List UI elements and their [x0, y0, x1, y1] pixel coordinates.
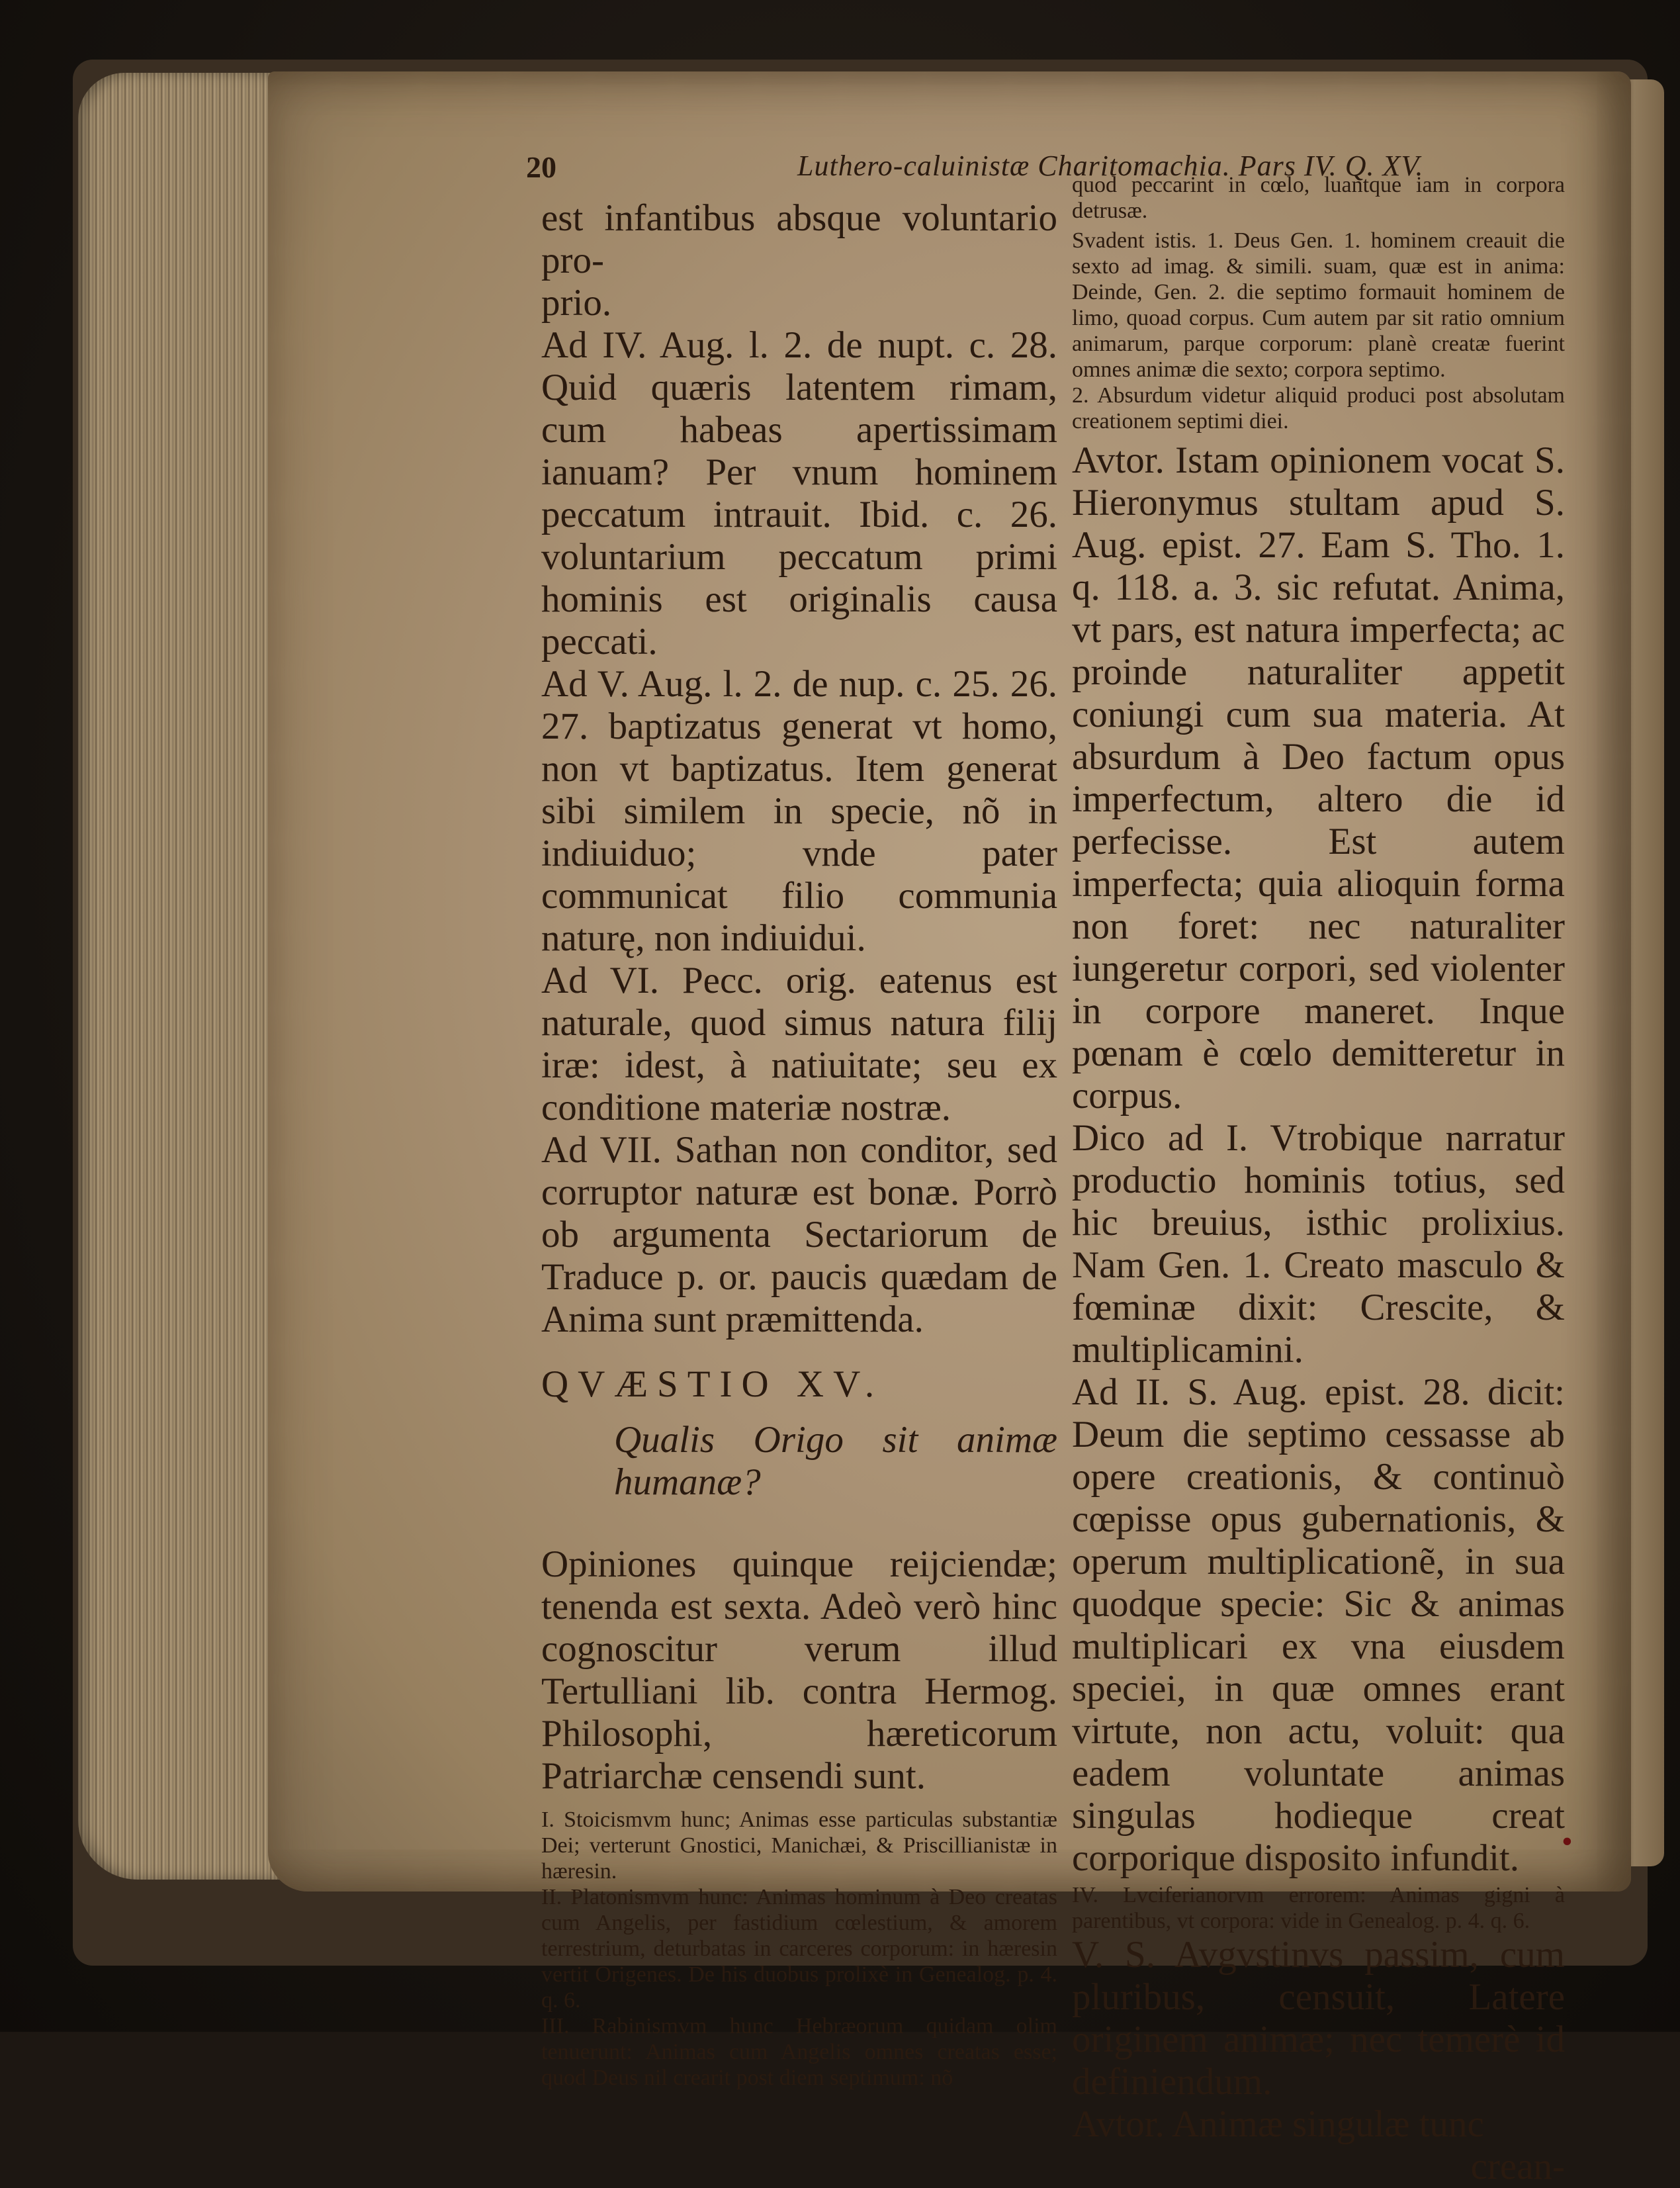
right-main-text: [1072, 439, 1565, 1880]
note-continuation: quod peccarint in cœlo, luantque iam in corpora detrusæ.: [1072, 173, 1565, 223]
right-column: [1072, 172, 1565, 2188]
note-svadent-2: 2. Absurdum videtur aliquid produci post absolutam creationem septimi diei.: [1072, 383, 1565, 433]
note-rabinism: III. Rabinismvm hunc Hebræorum quidam olim tenuerunt: Animas cum Angelis omnes creatas esse; quod Deus nil crearit post diem septimum: nõ: [541, 2014, 1057, 2090]
paragraph-dico: Dico ad I. Vtrobique narratur productio hominis totius, sed hic breuius, isthic prolixius. Nam Gen. 1. Creato masculo & fœminæ dixit: Crescite, & multiplicamini.: [1072, 1117, 1565, 1371]
paragraph-ad-ii: Ad II. S. Aug. epist. 28. dicit: Deum die septimo cessasse ab opere creationis, & continuò cœpisse opus gubernationis, & operum multiplicationẽ, in sua quodque specie: Sic & animas multiplicari ex vna eiusdem speciei, in quæ omnes erant virtute, non actu, voluit: qua eadem voluntate animas singulas hodieque creat corporique disposito infundit.: [1072, 1371, 1565, 1879]
note-stoicism: I. Stoicismvm hunc; Animas esse particulas substantiæ Dei; verterunt Gnostici, Manichæi, & Priscillianistæ in hæresin.: [541, 1807, 1057, 1884]
note-luciferian: IV. Lvciferianorvm errorem: Animas gigni à parentibus, vt corpora: vide in Genealog. p. 4. q. 6.: [1072, 1883, 1565, 1933]
page-number: 20: [526, 150, 556, 184]
text-line: est infantibus absque voluntario pro-: [541, 197, 1057, 281]
catchword: crean-: [1470, 2146, 1565, 2187]
ink-blot: •: [1562, 1824, 1573, 1859]
paragraph-avtor: Avtor. Istam opinionem vocat S. Hieronymus stultam apud S. Aug. epist. 27. Eam S. Tho. 1. q. 118. a. 3. sic refutat. Anima, vt pars, est natura imperfecta; ac proinde naturaliter appetit coniungi cum sua materia. At absurdum à Deo factum opus imperfectum, altero die id perfecisse. Est autem imperfecta; quia alioquin forma non foret: nec naturaliter iungeretur corpori, sed violenter in corpore maneret. Inque pœnam è cœlo demitteretur in corpus.: [1072, 439, 1565, 1117]
question-subheading: Qualis Origo sit animæ humanæ?: [614, 1419, 1057, 1503]
paragraph-augustinus: V. S. Avgvstinvs passim, cum pluribus, censuit, Latere originem animæ; nec temerè id definiendum.: [1072, 1934, 1565, 2103]
running-head-text: Luthero-caluinistæ Charitomachia. Pars IV. Q. XV.: [797, 150, 1424, 182]
paragraph-opiniones: Opiniones quinque reijciendæ; tenenda est sexta. Adeò verò hinc cognoscitur verum illud Tertulliani lib. contra Hermog. Philosophi, hæreticorum Patriarchæ censendi sunt.: [541, 1543, 1057, 1797]
paragraph-ad-vi: Ad VI. Pecc. orig. eatenus est naturale, quod simus natura filij iræ: idest, à natiuitate; seu ex conditione materiæ nostræ.: [541, 960, 1057, 1128]
right-notes-block: [1072, 172, 1565, 434]
text-line: prio.: [541, 282, 612, 324]
right-main-text-2: [1072, 1934, 1565, 2188]
left-column: [541, 197, 1057, 2091]
paragraph-ad-vii: Ad VII. Sathan non conditor, sed corruptor naturæ est bonæ. Porrò ob argumenta Sectariorum de Traduce p. or. paucis quædam de Anima sunt præmittenda.: [541, 1129, 1057, 1340]
paragraph-avtor-2: Avtor. Animæ singulæ tunc: [1072, 2103, 1484, 2145]
question-heading: QVÆSTIO XV.: [541, 1363, 884, 1405]
paragraph-ad-v: Ad V. Aug. l. 2. de nup. c. 25. 26. 27. baptizatus generat vt homo, non vt baptizatus. Item generat sibi similem in specie, nõ in indiuiduo; vnde pater communicat filio communia naturę, non indiuidui.: [541, 663, 1057, 959]
paragraph-ad-iv: Ad IV. Aug. l. 2. de nupt. c. 28. Quid quæris latentem rimam, cum habeas apertissimam ianuam? Per vnum hominem peccatum intrauit. Ibid. c. 26. voluntarium peccatum primi hominis est originalis causa peccati.: [541, 324, 1057, 662]
note-svadent: Svadent istis. 1. Deus Gen. 1. hominem creauit die sexto ad imag. & simili. suam, quæ est in anima: Deinde, Gen. 2. die septimo formauit hominem de limo, quoad corpus. Cum autem par sit ratio omnium animarum, parque corporum: planè creatæ fuerint omnes animæ die sexto; corpora septimo.: [1072, 228, 1565, 382]
note-platonism: II. Platonismvm hunc: Animas hominum à Deo creatas cum Angelis, per fastidium cœlestium, & amorem terrestrium, deturbatas in carceres corporum: in hæresin vertit Origenes. De his duobus prolixè in Genealog. p. 4. q. 6.: [541, 1885, 1057, 2013]
notes-block: [541, 1807, 1057, 2091]
right-notes-block-2: [1072, 1882, 1565, 1934]
